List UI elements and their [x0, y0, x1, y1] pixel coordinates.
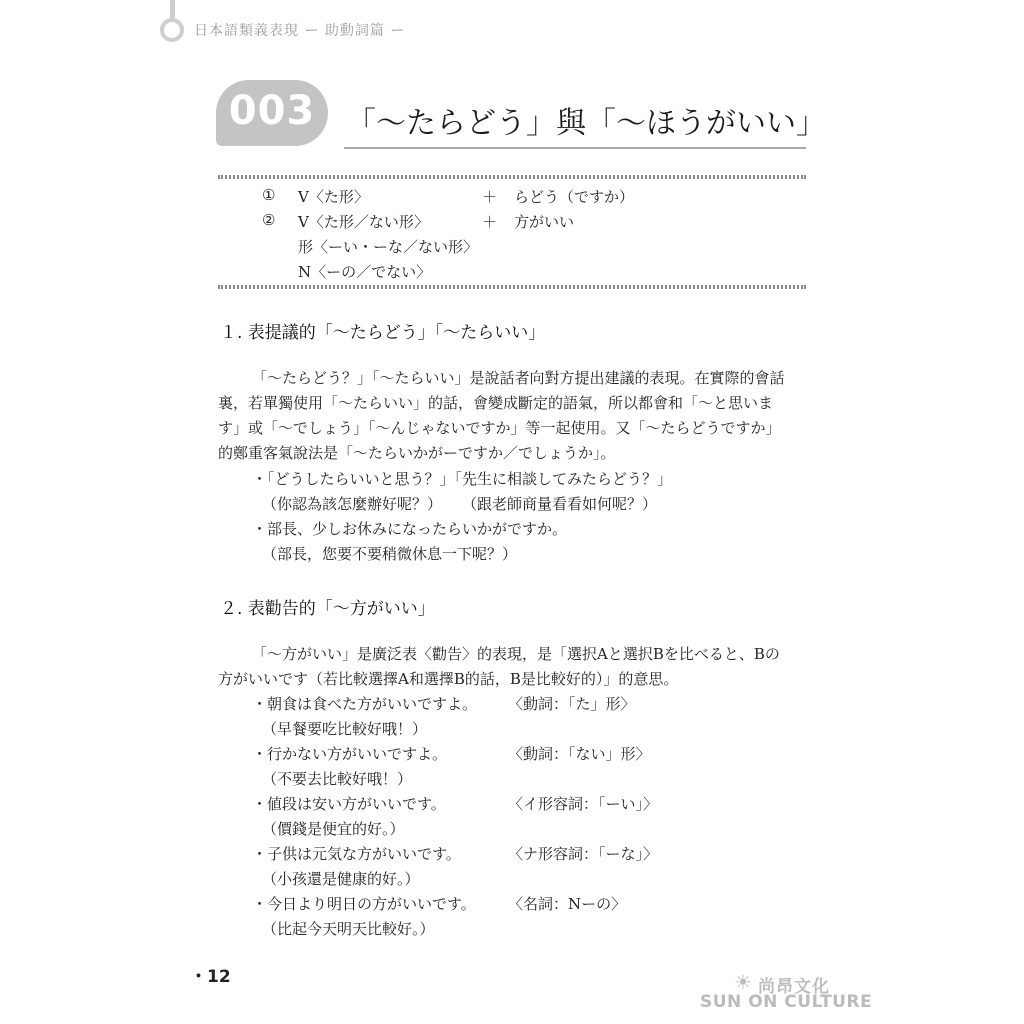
- section-1-example-2-translation: （部長，您要不要稍微休息一下呢？）: [262, 545, 518, 563]
- pattern-box-top-rule: [218, 175, 806, 179]
- section-1-example-1: ・「どうしたらいいと思う？」「先生に相談してみたらどう？」: [252, 470, 673, 488]
- pattern-2-adjective-form: 形〈ーい・ーな／ない形〉: [298, 238, 479, 256]
- section-2-example-translation: （比起今天明天比較好。）: [262, 920, 435, 938]
- section-2-example: ・今日より明日の方がいいです。: [252, 895, 476, 913]
- pattern-2-marker: ②: [262, 211, 276, 229]
- publisher-logo-icon: ☀: [734, 970, 752, 994]
- section-1-paragraph-line: 「〜たらどう？」「〜たらいい」是說話者向對方提出建議的表現。在實際的會話: [252, 369, 785, 387]
- header-bar-decoration: [170, 0, 175, 20]
- publisher-name-chinese: 尚昂文化: [758, 977, 830, 997]
- pattern-1-right: らどう（ですか）: [514, 188, 635, 206]
- lesson-number: 003: [228, 88, 316, 134]
- pattern-1-marker: ①: [262, 186, 276, 204]
- section-2-paragraph-line: 「〜方がいい」是廣泛表〈勸告〉的表現，是「選択Aと選択Bを比べると、Bの: [252, 645, 780, 663]
- section-2-example-translation: （價錢是便宜的好。）: [262, 820, 405, 838]
- section-2-example-note: 〈名詞：Nーの〉: [508, 895, 627, 913]
- section-2-example: ・行かない方がいいですよ。: [252, 745, 448, 763]
- page-number: ・12: [190, 967, 231, 987]
- section-1-paragraph-line: す」或「〜でしょう」「〜んじゃないですか」等一起使用。又「〜たらどうですか」: [218, 419, 781, 437]
- section-2-example-translation: （小孩還是健康的好。）: [262, 870, 420, 888]
- pattern-2-plus: ＋: [482, 213, 498, 231]
- section-1-heading: １. 表提議的「〜たらどう」「〜たらいい」: [220, 323, 546, 343]
- pattern-1-left: V〈た形〉: [298, 188, 369, 206]
- lesson-title: 「〜たらどう」與「〜ほうがいい」: [346, 106, 826, 141]
- pattern-2-right: 方がいい: [514, 213, 575, 231]
- section-1-paragraph-line: 裏，若單獨使用「〜たらいい」的話，會變成斷定的語氣，所以都會和「〜と思いま: [218, 394, 774, 412]
- section-1-paragraph-line: 的鄭重客氣說法是「〜たらいかがーですか／でしょうか」。: [218, 444, 616, 462]
- section-2-example-translation: （早餐要吃比較好哦！）: [262, 720, 428, 738]
- section-2-heading: ２. 表勸告的「〜方がいい」: [220, 599, 435, 619]
- pattern-1-plus: ＋: [482, 188, 498, 206]
- section-2-paragraph-line: 方がいいです（若比較選擇A和選擇B的話，B是比較好的）」的意思。: [218, 670, 679, 688]
- section-2-example-note: 〈動詞：「ない」形〉: [508, 745, 651, 763]
- section-2-example-note: 〈ナ形容詞：「ーな」〉: [508, 845, 659, 863]
- section-2-example-note: 〈イ形容詞：「ーい」〉: [508, 795, 659, 813]
- section-2-example: ・朝食は食べた方がいいですよ。: [252, 695, 478, 713]
- section-1-example-1-translation-a: （你認為該怎麼辦好呢？）: [262, 495, 443, 513]
- pattern-2-left: V〈た形／ない形〉: [298, 213, 429, 231]
- section-2-example: ・子供は元気な方がいいです。: [252, 845, 461, 863]
- pattern-2-noun-form: N〈ーの／でない〉: [298, 263, 432, 281]
- running-header: 日本語類義表現 ー 助動詞篇 ー: [194, 23, 406, 39]
- section-2-example-note: 〈動詞：「た」形〉: [508, 695, 636, 713]
- section-2-example-translation: （不要去比較好哦！）: [262, 770, 413, 788]
- section-2-example: ・値段は安い方がいいです。: [252, 795, 446, 813]
- section-1-example-2: ・部長、少しお休みになったらいかがですか。: [252, 520, 568, 538]
- pattern-box-bottom-rule: [218, 285, 806, 289]
- section-1-example-1-translation-b: （跟老師商量看看如何呢？）: [462, 495, 658, 513]
- header-ring-decoration: [160, 18, 184, 42]
- title-underline: [344, 147, 806, 149]
- publisher-name-english: SUN ON CULTURE: [700, 992, 873, 1012]
